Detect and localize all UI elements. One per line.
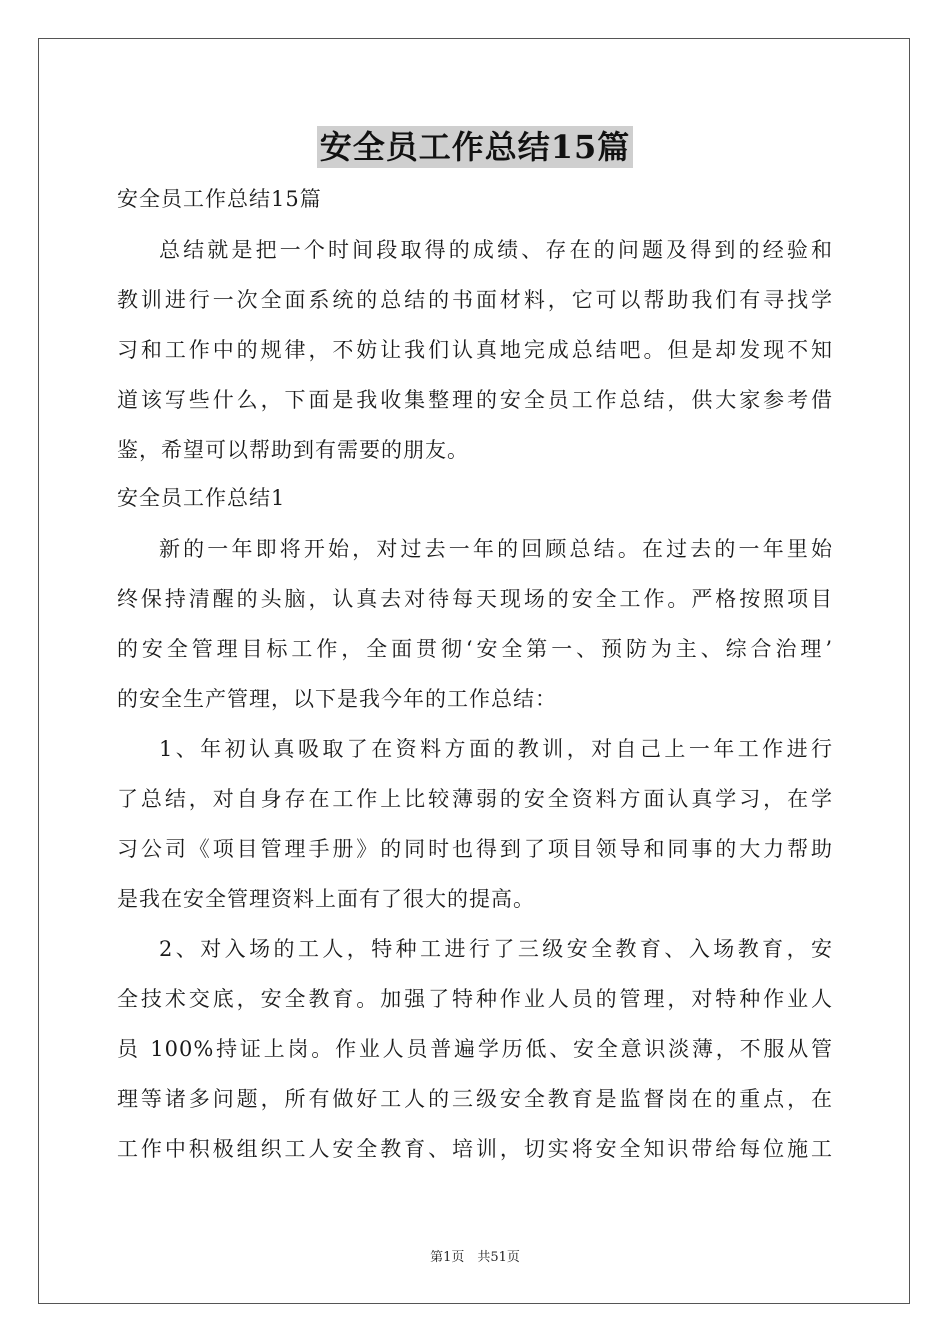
paragraph-line: 新的一年即将开始，对过去一年的回顾总结。在过去的一年里始 xyxy=(159,537,833,561)
document-body xyxy=(117,180,833,1174)
paragraph-line: 的安全管理目标工作，全面贯彻‘安全第一、预防为主、综合治理’ xyxy=(117,637,833,661)
paragraph-1 xyxy=(117,524,833,724)
document-subtitle: 安全员工作总结15篇 xyxy=(117,187,322,211)
intro-line: 习和工作中的规律，不妨让我们认真地完成总结吧。但是却发现不知 xyxy=(117,338,833,362)
paragraph-line: 习公司《项目管理手册》的同时也得到了项目领导和同事的大力帮助 xyxy=(117,837,833,861)
paragraph-line: 的安全生产管理，以下是我今年的工作总结： xyxy=(117,687,557,711)
paragraph-line: 全技术交底，安全教育。加强了特种作业人员的管理，对特种作业人 xyxy=(117,987,833,1011)
section-heading: 安全员工作总结1 xyxy=(117,486,286,510)
paragraph-line: 2、对入场的工人，特种工进行了三级安全教育、入场教育，安 xyxy=(159,937,833,961)
paragraph-line: 员 100%持证上岗。作业人员普遍学历低、安全意识淡薄，不服从管 xyxy=(117,1037,833,1061)
paragraph-2 xyxy=(117,724,833,924)
intro-line: 鉴，希望可以帮助到有需要的朋友。 xyxy=(117,438,469,462)
paragraph-line: 1、年初认真吸取了在资料方面的教训，对自己上一年工作进行 xyxy=(159,737,833,761)
paragraph-line: 终保持清醒的头脑，认真去对待每天现场的安全工作。严格按照项目 xyxy=(117,587,833,611)
intro-line: 总结就是把一个时间段取得的成绩、存在的问题及得到的经验和 xyxy=(159,238,833,262)
intro-line: 教训进行一次全面系统的总结的书面材料，它可以帮助我们有寻找学 xyxy=(117,288,833,312)
document-title: 安全员工作总结15篇 xyxy=(317,126,634,168)
title-wrap xyxy=(0,126,950,168)
paragraph-line: 了总结，对自身存在工作上比较薄弱的安全资料方面认真学习，在学 xyxy=(117,787,833,811)
intro-paragraph xyxy=(117,225,833,475)
page-number: 第1页 共51页 xyxy=(430,1250,520,1265)
paragraph-line: 工作中积极组织工人安全教育、培训，切实将安全知识带给每位施工 xyxy=(117,1137,833,1161)
paragraph-3 xyxy=(117,924,833,1174)
paragraph-line: 理等诸多问题，所有做好工人的三级安全教育是监督岗在的重点，在 xyxy=(117,1087,833,1111)
paragraph-line: 是我在安全管理资料上面有了很大的提高。 xyxy=(117,887,535,911)
intro-line: 道该写些什么，下面是我收集整理的安全员工作总结，供大家参考借 xyxy=(117,388,833,412)
